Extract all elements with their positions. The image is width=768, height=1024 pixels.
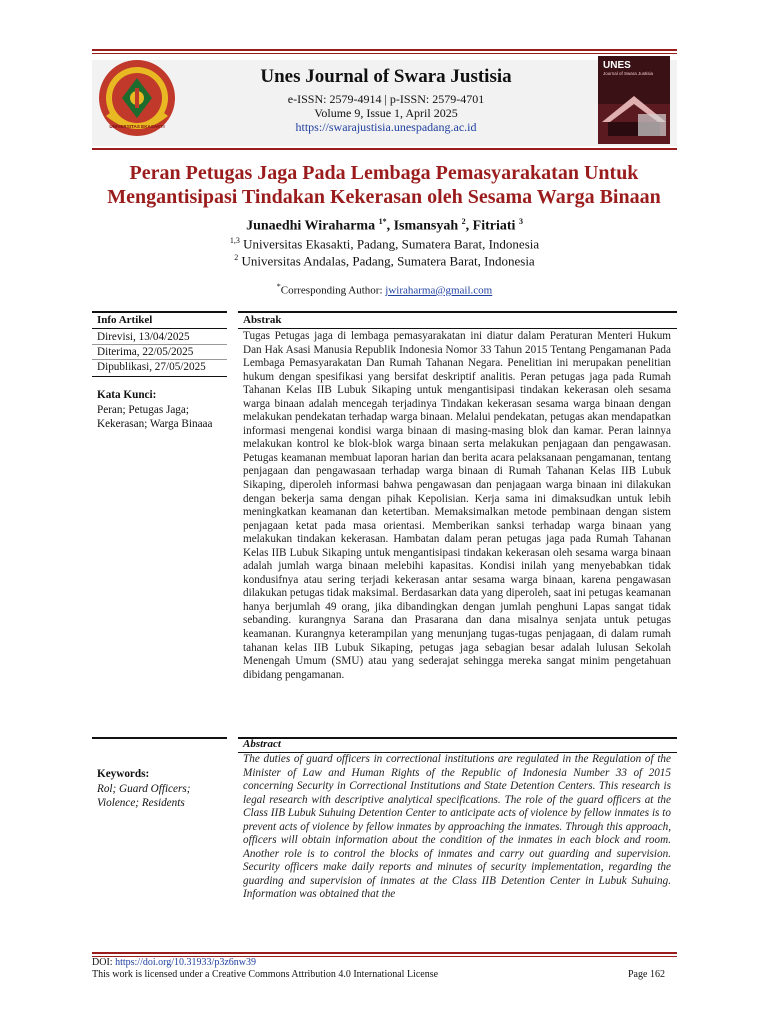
- article-title-line-2: Mengantisipasi Tindakan Kekerasan oleh Sesama Warga Binaan: [107, 186, 661, 208]
- cover-title: UNES: [603, 60, 631, 71]
- abstract-text: The duties of guard officers in correctional institutions are regulated in the Regulation of the Minister of Law and Human Rights of the Republic of Indonesia Number 33 of 2015 concerning Security in Correctional Institutions and State Detention Centers. This research is legal research with descriptive analytical specifications. The role of the guard officers at the Class IIB Lubuk Suhuing Detention Center to anticipate acts of violence by fellow inmates is to prevent acts of violence by fellow inmates by approaching the inmates. Through this approach, officers will obtain information about the condition of the inmates in each block and room. Another role is to control the blocks of inmates and carry out guarding and supervision. Security officers make daily reports and minutes of security implementation, regarding the guarding and supervision of inmates at the Class IIB Detention Center in Lubuk Suhuing. Information was obtained that the: [243, 753, 671, 901]
- abstract-heading: Abstract: [243, 738, 281, 750]
- affiliation-1: [92, 236, 677, 252]
- corresponding-author: [92, 282, 677, 297]
- author-marker: 3: [518, 217, 523, 226]
- journal-title: Unes Journal of Swara Justisia: [260, 66, 512, 87]
- footer-license: This work is licensed under a Creative Commons Attribution 4.0 International License: [92, 969, 439, 980]
- date-accepted: Diterima, 22/05/2025: [97, 346, 194, 358]
- footer-rule: [92, 952, 677, 954]
- article-title-line-1: Peran Petugas Jaga Pada Lembaga Pemasyarakatan Untuk: [129, 162, 639, 184]
- info-heading-rule: [92, 328, 227, 329]
- corresponding-label: Corresponding Author:: [280, 284, 386, 297]
- kata-kunci-list: Peran; Petugas Jaga; Kekerasan; Warga Binaaa: [97, 404, 213, 430]
- abstrak-text: Tugas Petugas jaga di lembaga pemasyarakatan ini diatur dalam Peraturan Menteri Hukum Dan Hak Asasi Manusia Republik Indonesia Nomor 33 Tahun 2015 Tentang Pengamanan Pada Lembaga Pemasyarakatan Dan Rumah Tahanan Negara. Penelitian ini merupakan penelitian hukum dengan spesifikasi yang bersifat deskriptif analitis. Peran petugas jaga pada Rumah Tahanan Kelas IIB Lubuk Sikaping untuk mengantisipasi tindakan kekerasan oleh sesama warga binaan adalah mencegah terjadinya Tindakan kekerasan sesama warga binaan dengan melakukan pendekatan terhadap warga binaan. Melalui pendekatan, petugas akan mendapatkan informasi mengenai kondisi warga binaan di masing-masing blok dan kamar. Peran lainnya melakukan kontrol ke blok-blok warga binaan serta melakukan penjagaan dan pengawasan. Petugas keamanan membuat laporan harian dan berita acara pelaksanaan pengamanan, tentang penjagaan dan pengawasaan terhadap warga binaan di Rumah Tahanan Kelas IIB Lubuk Sikaping, diperoleh informasi bahwa pengawasan dan penjagaan warga binaan ini dilakukan dengan bekerja sama dengan pihak Kepolisian. Kerja sama ini dimaksudkan untuk lebih meningkatkan keamanan dan ketertiban. Memaksimalkan metode pembinaan dengan sistem penjagaan ketat pada masa orientasi. Memberikan sanksi terhadap warga binaan yang melakukan tindakan kekerasan. Hambatan dalam peran petugas jaga pada Rumah Tahanan Kelas IIB Lubuk Sikaping untuk mengantisipasi tindakan kekerasan oleh sesama warga binaan adalah jumlah warga binaan melebihi kapasitas. Kondisi inilah yang menyebabkan tidak kondusifnya atau sering terjadi kekerasan antar sesama warga binaan, karena pengawasan dilakukan petugas tidak maksimal. Berdasarkan data yang diperoleh, saat ini petugas keamanan hanya berjumlah 49 orang, jika dibandingkan dengan jumlah penghuni Lapas sangat tidak sebanding. kurangnya Sarana dan Prasarana dan dana misalnya senjata untuk petugas keamanan. Kurangnya keterampilan yang menunjang tugas-tugas penjagaan, di dalam rumah tahanan kelas IIB Lubuk Sikaping, petugas jaga sebagian besar adalah lulusan Sekolah Menengah Umum (SMU) atau yang sederajat sehingga mereka sangat minim pengetahuan dibidang pengamanan.: [243, 330, 671, 681]
- abstrak-heading: Abstrak: [243, 314, 282, 326]
- info-mid-rule: [92, 737, 227, 739]
- university-logo: [98, 58, 176, 140]
- doi-link[interactable]: https://doi.org/10.31933/p3z6nw39: [115, 957, 256, 968]
- date-published: Dipublikasi, 27/05/2025: [97, 361, 206, 373]
- footer-doi: [92, 957, 256, 968]
- affiliation-2: [92, 253, 677, 269]
- journal-issn: e-ISSN: 2579-4914 | p-ISSN: 2579-4701: [287, 92, 485, 106]
- abstract-top-rule: [238, 737, 677, 739]
- keywords-heading: Keywords:: [97, 768, 150, 780]
- abstrak-top-rule: [238, 311, 677, 313]
- keywords-list: Rol; Guard Officers; Violence; Residents: [97, 783, 191, 809]
- affiliation-marker: 1,3: [229, 236, 240, 245]
- doi-label: DOI:: [92, 957, 116, 968]
- author-name: Fitriati: [472, 218, 516, 234]
- journal-url-link[interactable]: https://swarajustisia.unespadang.ac.id: [295, 120, 477, 134]
- affiliation-text: Universitas Andalas, Padang, Sumatera Barat, Indonesia: [241, 253, 535, 269]
- journal-cover-thumbnail: [598, 56, 670, 144]
- journal-volume: Volume 9, Issue 1, April 2025: [314, 106, 458, 120]
- cover-subtitle: Journal of Swara Justisia: [603, 71, 654, 76]
- abstrak-heading-rule: [238, 328, 677, 329]
- header-top-rule: [92, 49, 677, 51]
- cover-artwork: [598, 56, 670, 144]
- kata-kunci-heading: Kata Kunci:: [97, 389, 157, 401]
- header-bottom-rule: [92, 148, 677, 150]
- author-name: Ismansyah: [393, 218, 459, 234]
- header-top-rule-thin: [92, 53, 677, 54]
- page-number: Page 162: [628, 969, 665, 980]
- date-revised: Direvisi, 13/04/2025: [97, 331, 190, 343]
- author-marker: 1*: [378, 217, 387, 226]
- corresponding-marker: *: [276, 282, 281, 291]
- author-name: Junaedhi Wiraharma: [246, 218, 376, 234]
- date-divider: [92, 359, 227, 360]
- info-top-rule: [92, 311, 227, 313]
- affiliation-marker: 2: [234, 253, 239, 262]
- date-divider: [92, 344, 227, 345]
- logo-caption: UNIVERSITAS EKASAKTI: [109, 124, 165, 129]
- article-title: [60, 161, 708, 209]
- affiliation-text: Universitas Ekasakti, Padang, Sumatera Barat, Indonesia: [243, 236, 540, 252]
- author-marker: 2: [461, 217, 466, 226]
- info-artikel-heading: Info Artikel: [97, 314, 153, 326]
- corresponding-email-link[interactable]: jwiraharma@gmail.com: [385, 284, 493, 297]
- author-list: Junaedhi Wiraharma $^{1*}$, Ismansyah $^2$, Fitriati $^3$: [246, 217, 523, 234]
- dates-bottom-rule: [92, 376, 227, 377]
